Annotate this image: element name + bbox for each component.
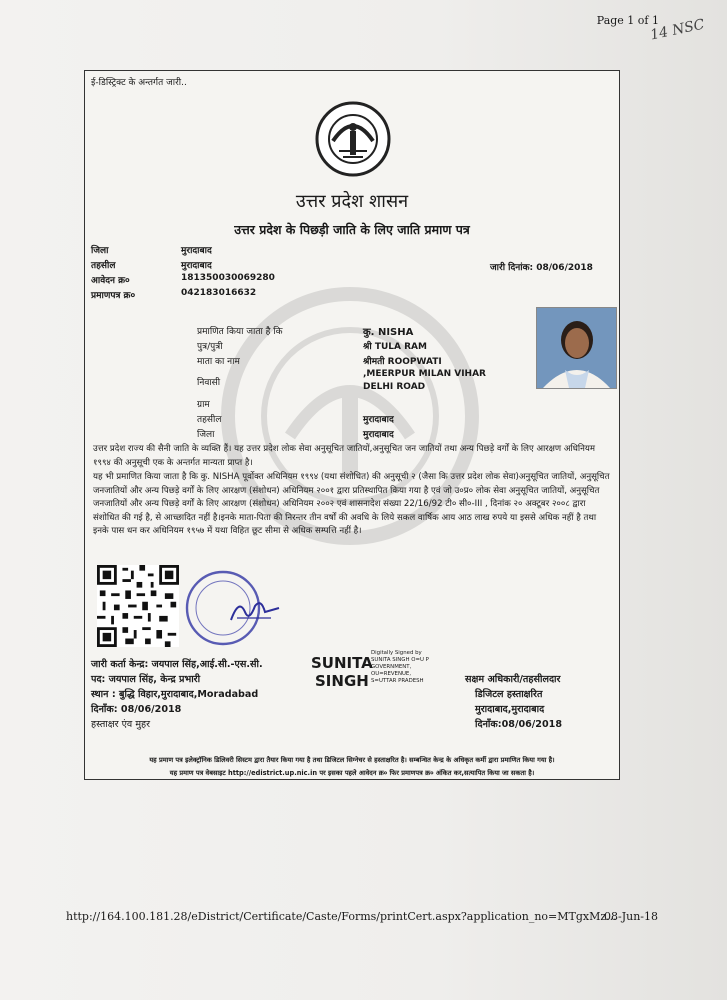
verification-qr-code: [97, 565, 179, 647]
signature-details-3: GOVERNMENT,: [371, 664, 412, 670]
mother-name: श्रीमती ROOPWATI: [363, 357, 442, 367]
disclaimer-line-2: यह प्रमाण पत्र वेबसाइट http://edistrict.up.nic.in पर इसका पहले आवेदन क्र० फिर प्रमाणपत्र क्र० अंकित कर,सत्यापित किया जा सकता है।: [169, 769, 535, 777]
application-number-value: 181350030069280: [181, 273, 275, 283]
mother-label: माता का नाम: [197, 357, 240, 367]
address-line-2: DELHI ROAD: [363, 382, 426, 392]
address-line-1: ,MEERPUR MILAN VIHAR: [363, 369, 486, 379]
certificate-number-value: 042183016632: [181, 288, 257, 298]
handwritten-note: 14 NSC: [649, 16, 707, 44]
authority-place: मुरादाबाद,मुरादाबाद: [475, 704, 545, 715]
up-government-emblem-icon: [315, 101, 391, 177]
tehsil-value: मुरादाबाद: [181, 261, 212, 271]
village-label: ग्राम: [197, 400, 210, 410]
edistrict-notice: ई-डिस्ट्रिक्ट के अन्तर्गत जारी..: [91, 78, 187, 88]
signer-first-name: SUNITA: [311, 654, 373, 672]
certification-paragraph: यह भी प्रमाणित किया जाता है कि कु. NISHA पूर्वोक्त अधिनियम १९९४ (यथा संशोधित) की अनुसूची २ (जैसा कि उत्तर प्रदेश लोक सेवा)अनुसूचित जातियों, अनुसूचित जनजातियों और अन्य पिछड़े वर्गों के लिए आरक्षण (संशोधन) अधिनियम २००१ द्वारा प्रतिस्थापित किया गया है एवं जो उ०प्र० लोक सेवा अनुसूचित जातियों, अनुसूचित जनजातियों और अन्य पिछड़े वर्गों के लिए आरक्षण (संशोधन) अधिनियम २००२ एवं शासनादेश संख्या 22/16/92 टी० सी०-III , दिनांक २० अक्टूबर २००८ द्वारा संशोधित की गई है, से आच्छादित नहीं है।इनके माता-पिता की निरन्तर तीन वर्षों की अवधि के लिये सकल वार्षिक आय आठ लाख रुपये या इससे अधिक नहीं है तथा इनके पास धन कर अधिनियम १९५७ में यथा विहित छूट सीमा से अधिक सम्पत्ति नहीं है।: [93, 472, 610, 537]
applicant-photo: [536, 307, 617, 389]
signature-and-seal-label: हस्ताक्षर एंव मुहर: [91, 719, 151, 730]
district-value: मुरादाबाद: [181, 246, 212, 256]
authority-title: सक्षम अधिकारी/तहसीलदार: [465, 674, 561, 685]
father-name: श्री TULA RAM: [363, 342, 427, 352]
issuer-date: दिनाँक: 08/06/2018: [91, 704, 182, 715]
tehsil-row-value: मुरादाबाद: [363, 415, 394, 425]
signature-details-2: SUNITA SINGH O=U P: [371, 657, 429, 663]
signature-details-5: S=UTTAR PRADESH: [371, 678, 424, 684]
issuer-designation: पद: जयपाल सिंह, केन्द्र प्रभारी: [91, 674, 201, 685]
certificate-frame: [84, 70, 620, 780]
tehsil-row-label: तहसील: [197, 415, 222, 425]
certificate-title: उत्तर प्रदेश के पिछड़ी जाति के लिए जाति प्रमाण पत्र: [234, 222, 470, 237]
signature-details-4: OU=REVENUE,: [371, 671, 412, 677]
signature-details-1: Digitally Signed by: [371, 650, 422, 656]
official-seal-and-signature: [179, 568, 283, 648]
certificate-number-label: प्रमाणपत्र क्र०: [91, 291, 136, 301]
authority-date: दिनाँक:08/06/2018: [475, 719, 563, 730]
district-row-label: जिला: [197, 430, 215, 440]
print-date: 08-Jun-18: [604, 910, 659, 923]
issuing-center: जारी कर्ता केन्द्र: जयपाल सिंह,आई.सी.-एस.सी.: [91, 659, 263, 670]
issue-date: जारी दिनांक: 08/06/2018: [490, 263, 593, 273]
digital-signature-label: डिजिटल हस्ताक्षरित: [475, 689, 543, 700]
resident-label: निवासी: [197, 378, 221, 388]
issuer-place: स्थान : बुद्धि विहार,मुरादाबाद,Moradabad: [91, 689, 259, 700]
page-number: Page 1 of 1: [596, 14, 659, 27]
district-label: जिला: [91, 246, 109, 256]
applicant-name: कु. NISHA: [363, 327, 414, 338]
government-title: उत्तर प्रदेश शासन: [295, 191, 409, 212]
son-daughter-label: पुत्र/पुत्री: [197, 342, 223, 352]
signer-last-name: SINGH: [315, 672, 369, 690]
disclaimer-line-1: यह प्रमाण पत्र इलेक्ट्रॉनिक डिलिवरी सिस्टम द्वारा तैयार किया गया है तथा डिजिटल सिग्नेचर से हस्ताक्षरित है। सम्बन्धित केन्द्र के अधिकृत कर्मी द्वारा प्रमाणित किया गया है।: [149, 756, 555, 764]
print-url: http://164.100.181.28/eDistrict/Certificate/Caste/Forms/printCert.aspx?application_no=MTgxMz...: [66, 910, 617, 923]
certified-that-label: प्रमाणित किया जाता है कि: [197, 327, 283, 337]
application-number-label: आवेदन क्र०: [91, 276, 130, 286]
caste-paragraph: उत्तर प्रदेश राज्य की सैनी जाति के व्यक्ति हैं। यह उत्तर प्रदेश लोक सेवा अनुसूचित जातियों,अनुसूचित जन जातियों तथा अन्य पिछड़े वर्गों के लिए आरक्षण अधिनियम १९९४ की अनुसूची एक के अन्तर्गत मान्यता प्राप्त है।: [93, 444, 596, 468]
tehsil-label: तहसील: [91, 261, 116, 271]
district-row-value: मुरादाबाद: [363, 430, 394, 440]
